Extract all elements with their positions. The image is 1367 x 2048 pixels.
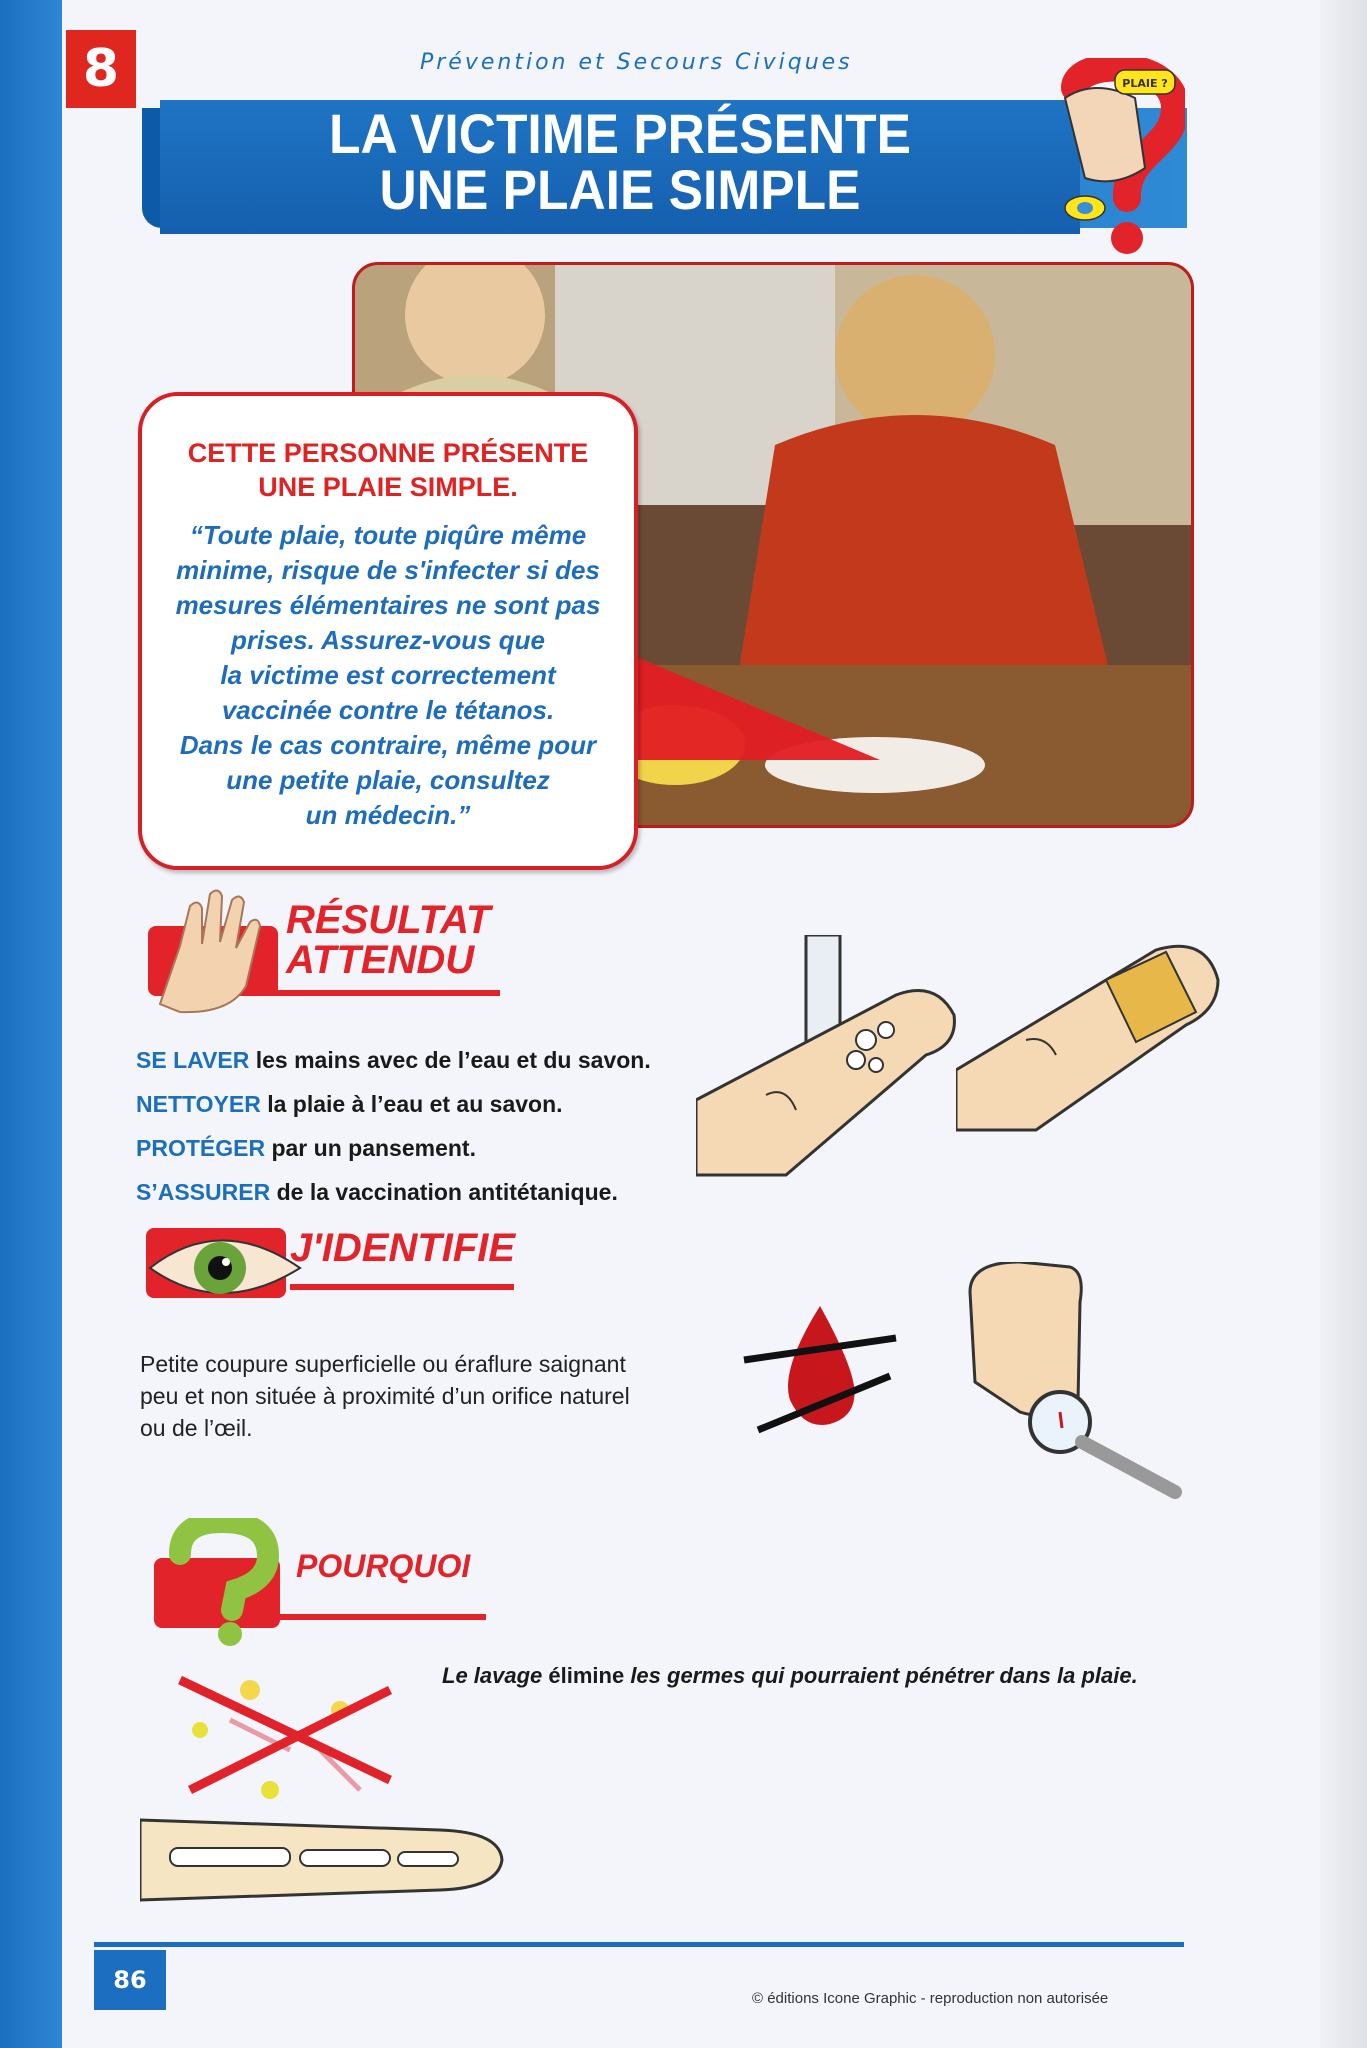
identify-line: ou de l’œil. (140, 1415, 253, 1441)
quote-line: mesures élémentaires ne sont pas (175, 590, 601, 620)
step-item (136, 1170, 696, 1214)
germs-finger-illustration (140, 1660, 520, 1920)
section-result-underline (260, 990, 500, 996)
quote-line: minime, risque de s'infecter si des (176, 555, 600, 585)
section-result-title-line-1: RÉSULTAT (286, 898, 491, 942)
quote-line: prises. Assurez-vous que (230, 625, 546, 655)
step-keyword: S’ASSURER (136, 1179, 271, 1205)
callout-quote (162, 518, 614, 833)
section-result-header (140, 886, 510, 1016)
step-keyword: SE LAVER (136, 1047, 250, 1073)
footer-rule (94, 1942, 1184, 1947)
logo (1055, 58, 1185, 258)
page-number: 86 (94, 1950, 166, 2010)
title-line-2: UNE PLAIE SIMPLE (379, 158, 861, 221)
washing-finger-illustration (696, 935, 976, 1185)
step-text: les mains avec de l’eau et du savon. (249, 1047, 651, 1073)
steps-list (136, 1038, 696, 1214)
step-item (136, 1126, 696, 1170)
copyright-notice: © éditions Icone Graphic - reproduction non autorisée (752, 1990, 1109, 2007)
page-edge (1320, 0, 1367, 2048)
bandaged-finger-illustration (956, 940, 1236, 1140)
identify-line: peu et non située à proximité d’un orifice naturel (140, 1383, 630, 1409)
step-keyword: PROTÉGER (136, 1135, 266, 1161)
callout-heading-line-2: UNE PLAIE SIMPLE. (258, 472, 518, 502)
quote-line: Dans le cas contraire, même pour (179, 730, 597, 760)
why-explanation (442, 1663, 1232, 1689)
eye-icon (140, 1218, 310, 1318)
callout-heading-line-1: CETTE PERSONNE PRÉSENTE (187, 438, 589, 468)
series-subtitle: Prévention et Secours Civiques (420, 50, 853, 75)
quote-line: “Toute plaie, toute piqûre même (189, 520, 587, 550)
quote-line: vaccinée contre le tétanos. (221, 695, 555, 725)
section-result-title (286, 900, 490, 980)
question-mark-icon (150, 1518, 290, 1648)
quote-line: une petite plaie, consultez (226, 765, 550, 795)
callout-pointer (620, 640, 900, 770)
identify-description (140, 1348, 700, 1444)
step-text: la plaie à l’eau et au savon. (260, 1091, 563, 1117)
no-blood-drop-icon (740, 1300, 900, 1440)
step-keyword: NETTOYER (136, 1091, 261, 1117)
why-text-before: Le lavage (442, 1663, 549, 1688)
why-text-emphasis: élimine (548, 1663, 625, 1688)
title-line-1: LA VICTIME PRÉSENTE (328, 102, 912, 165)
hand-icon (140, 886, 280, 1016)
section-why-title: POURQUOI (296, 1548, 471, 1584)
quote-line: un médecin.” (305, 800, 471, 830)
magnifier-icon (960, 1262, 1190, 1502)
section-identify-underline (290, 1284, 514, 1290)
step-item (136, 1082, 696, 1126)
identify-line: Petite coupure superficielle ou éraflure saignant (140, 1351, 626, 1377)
section-why-header (150, 1518, 510, 1648)
page-spine (0, 0, 62, 2048)
logo-question-icon (1055, 58, 1185, 258)
callout-heading (142, 436, 634, 504)
chapter-number: 8 (66, 30, 136, 108)
page-title (160, 100, 1080, 234)
why-text-after: les germes qui pourraient pénétrer dans la plaie. (624, 1663, 1138, 1688)
logo-label: PLAIE ? (1122, 77, 1168, 90)
step-text: de la vaccination antitétanique. (270, 1179, 618, 1205)
section-identify-title: J'IDENTIFIE (290, 1226, 516, 1270)
info-callout (138, 392, 638, 870)
section-why-underline (280, 1614, 486, 1620)
quote-line: la victime est correctement (220, 660, 556, 690)
section-identify-header (140, 1218, 540, 1318)
section-result-title-line-2: ATTENDU (286, 938, 475, 982)
step-text: par un pansement. (265, 1135, 476, 1161)
step-item (136, 1038, 696, 1082)
